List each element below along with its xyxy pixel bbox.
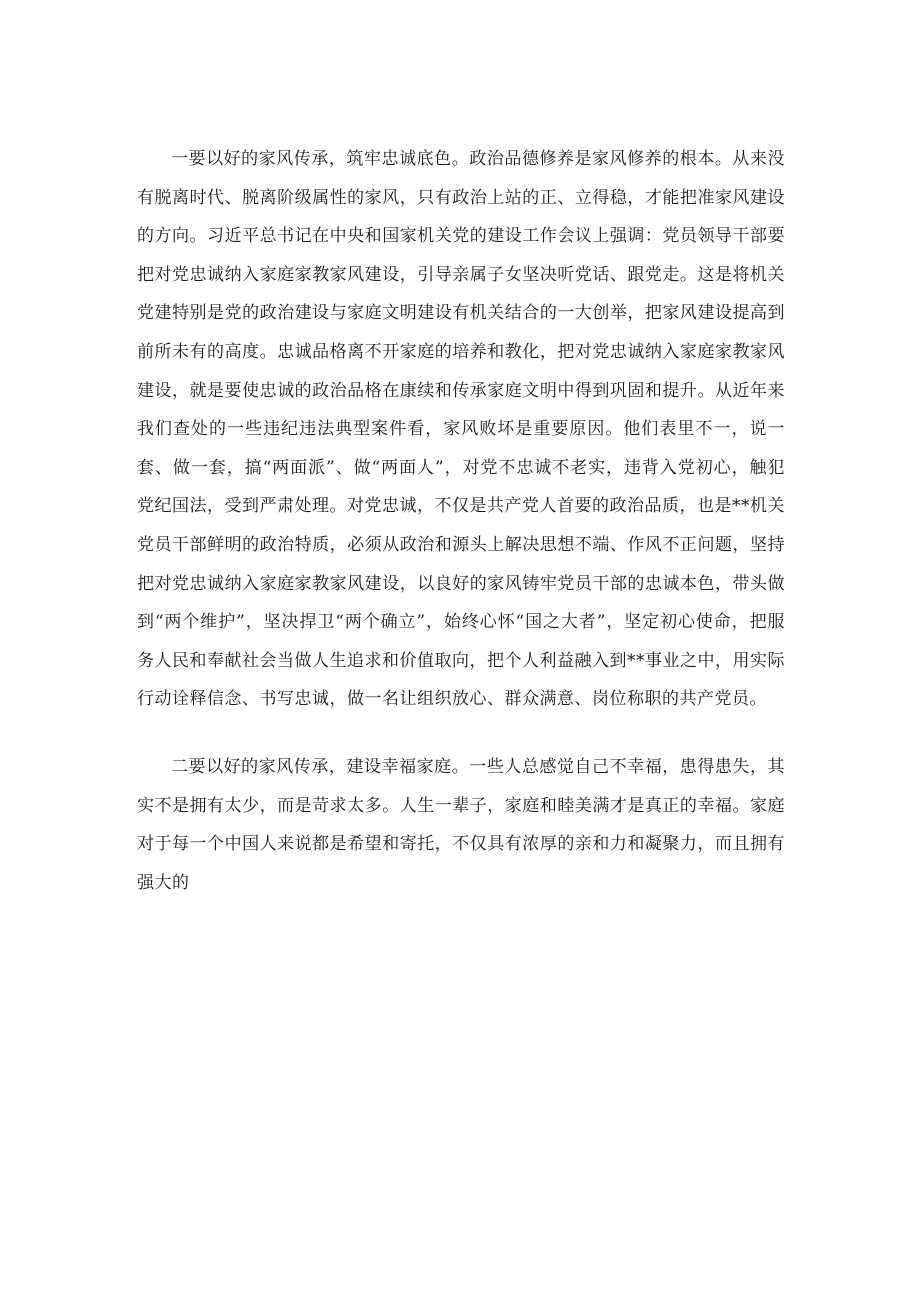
paragraph-happy-family: 二要以好的家风传承，建设幸福家庭。一些人总感觉自己不幸福，患得患失，其实不是拥有太少，而是苛求太多。人生一辈子，家庭和睦美满才是真正的幸福。家庭对于每一个中国人来说都是希望和寄托，不仅具有浓厚的亲和力和凝聚力，而且拥有强大的 xyxy=(137,756,785,893)
paragraph-loyalty: 一要以好的家风传承，筑牢忠诚底色。政治品德修养是家风修养的根本。从来没有脱离时代、脱离阶级属性的家风，只有政治上站的正、立得稳，才能把准家风建设的方向。习近平总书记在中央和国家机关党的建设工作会议上强调：党员领导干部要把对党忠诚纳入家庭家教家风建设，引导亲属子女坚决听党话、跟党走。这是将机关党建特别是党的政治建设与家庭文明建设有机关结合的一大创举，把家风建设提高到前所未有的高度。忠诚品格离不开家庭的培养和教化，把对党忠诚纳入家庭家教家风建设，就是要使忠诚的政治品格在康续和传承家庭文明中得到巩固和提升。从近年来我们查处的一些违纪违法典型案件看，家风败坏是重要原因。他们表里不一，说一套、做一套，搞“两面派”、做“两面人”，对党不忠诚不老实，违背入党初心，触犯党纪国法，受到严肃处理。对党忠诚，不仅是共产党人首要的政治品质，也是**机关党员干部鲜明的政治特质，必须从政治和源头上解决思想不端、作风不正问题，坚持把对党忠诚纳入家庭家教家风建设，以良好的家风铸牢党员干部的忠诚本色，带头做到“两个维护”，坚决捍卫“两个确立”，始终心怀“国之大者”，坚定初心使命，把服务人民和奉献社会当做人生追求和价值取向，把个人利益融入到**事业之中，用实际行动诠释信念、书写忠诚，做一名让组织放心、群众满意、岗位称职的共产党员。 xyxy=(137,149,785,710)
document-body xyxy=(137,140,785,902)
